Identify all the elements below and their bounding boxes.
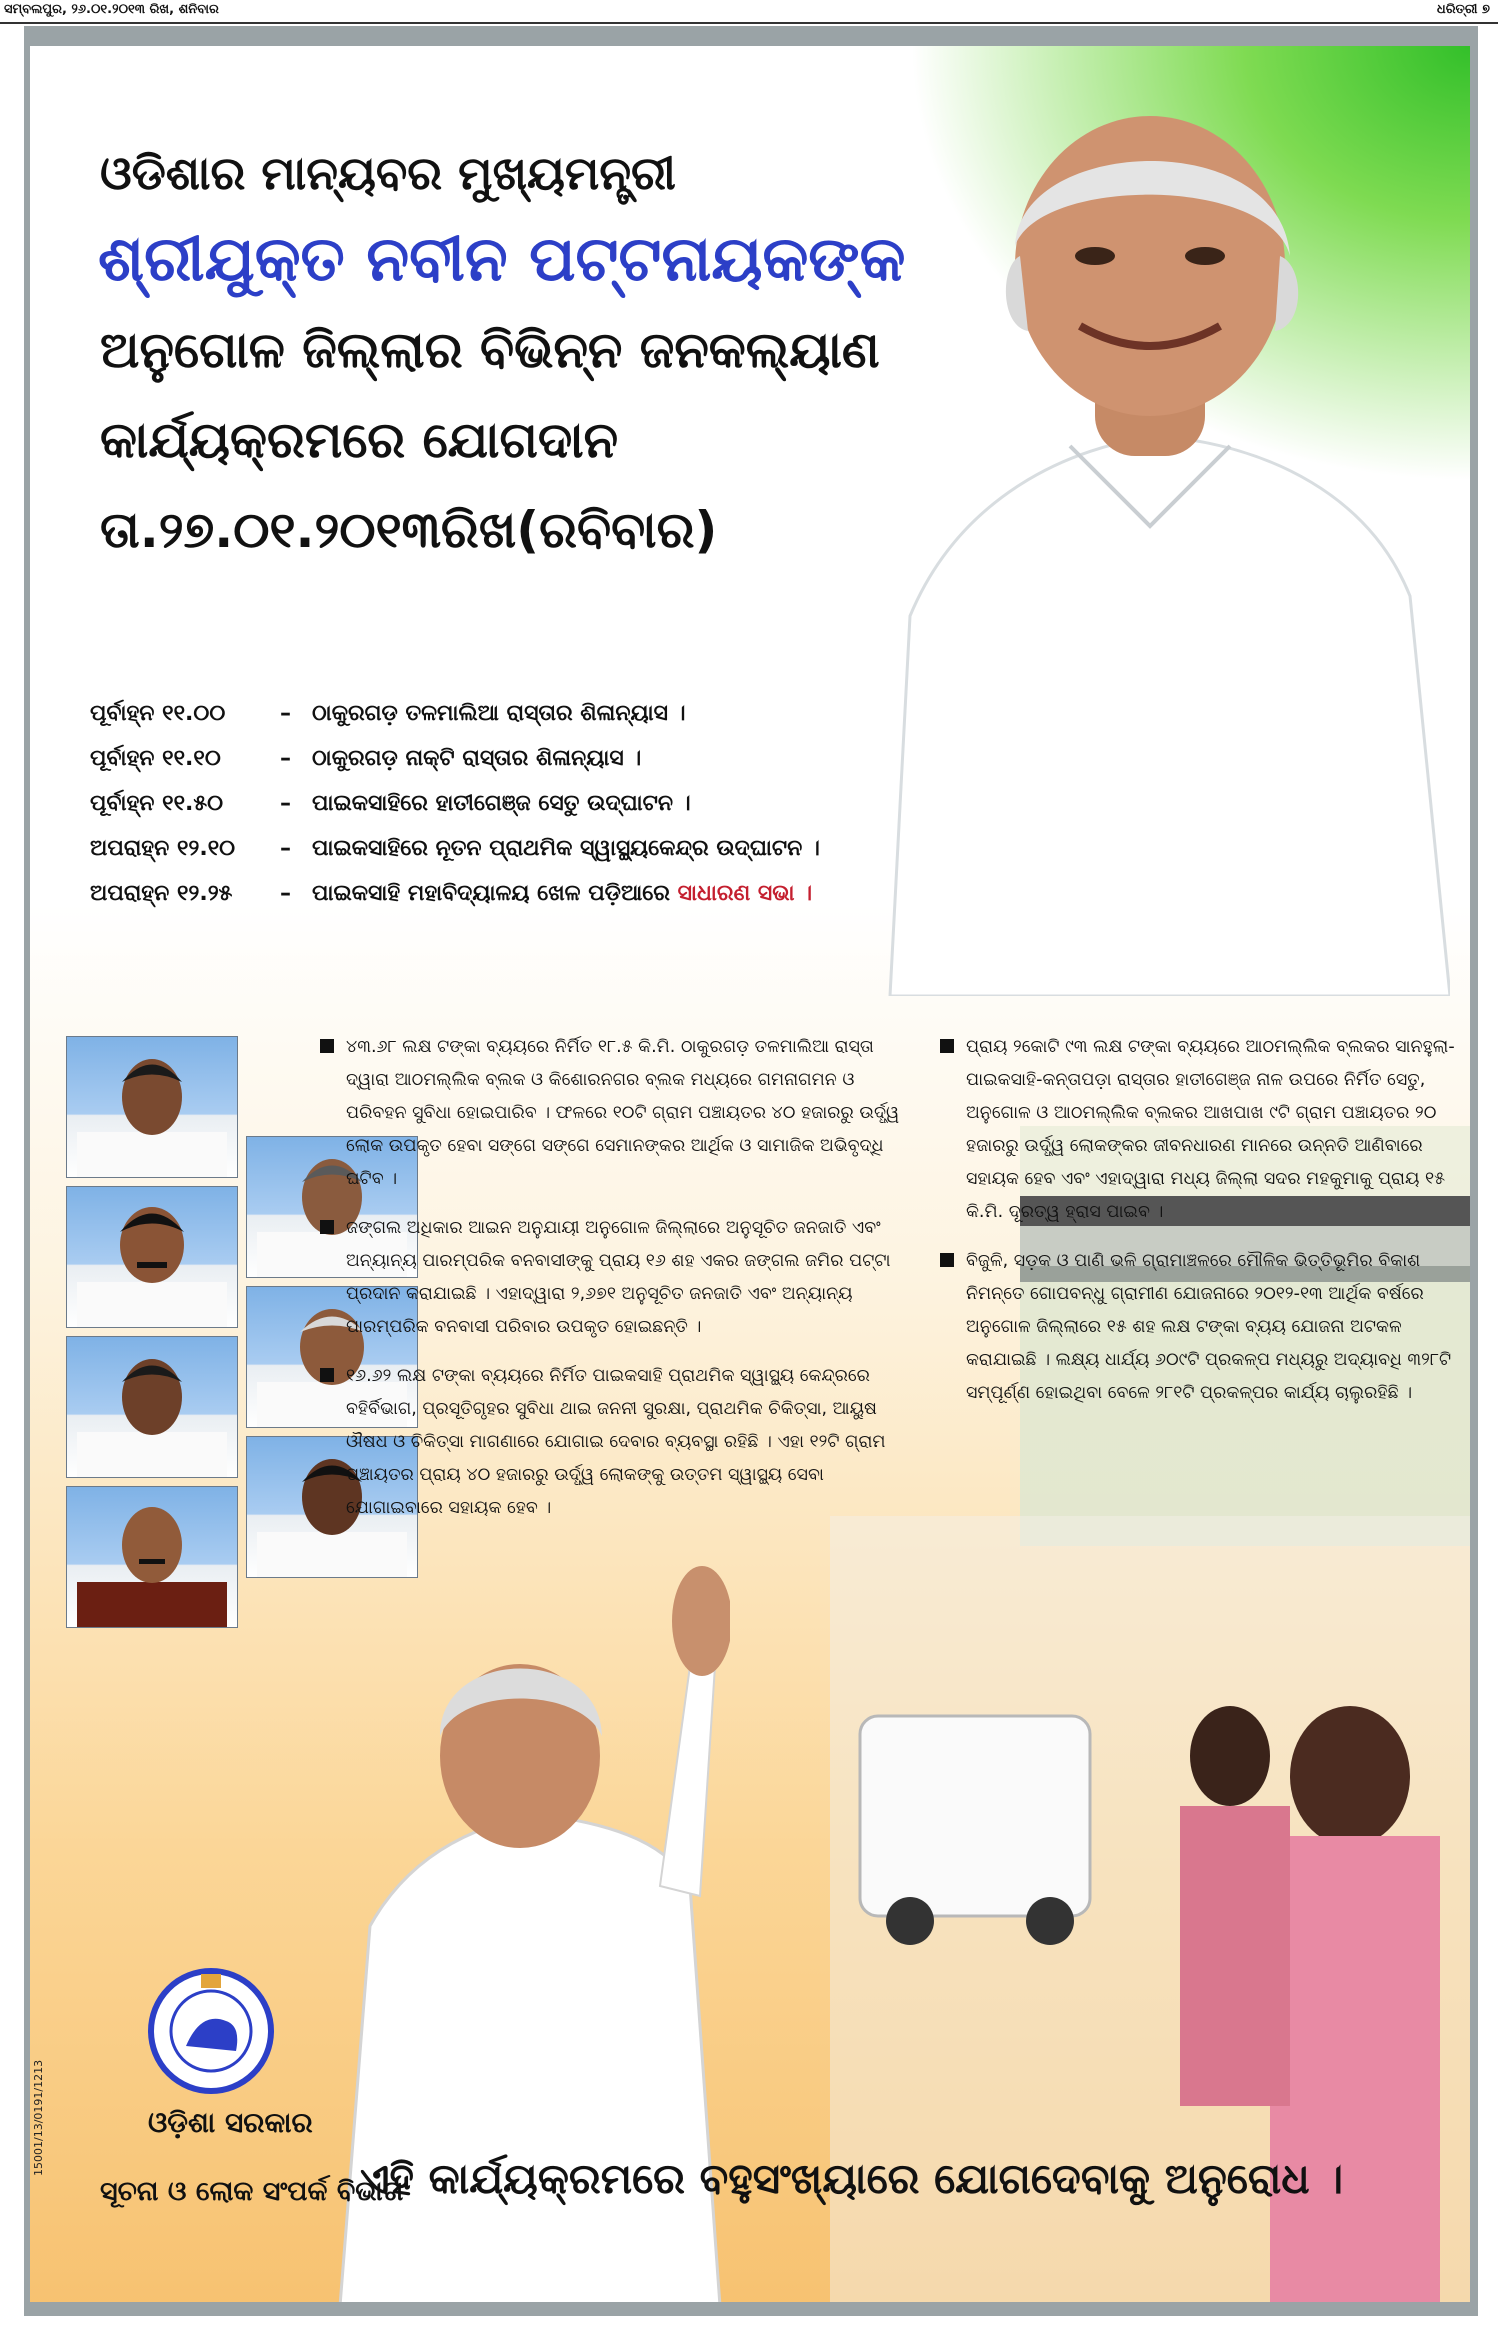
advertisement [24,26,1478,2316]
info-column-left [320,1031,900,1541]
government-label: ଓଡ଼ିଶା ସରକାର [148,2106,313,2139]
schedule-time: ଅପରାହ୍ନ ୧୨.୧୦ [90,836,236,861]
newspaper-header [0,0,1498,24]
schedule-event: ଠାକୁରଗଡ଼ ତଳମାଲିଆ ରାସ୍ତାର ଶିଳାନ୍ୟାସ । [312,701,686,726]
info-column-right [940,1031,1460,1426]
schedule-list [90,701,930,926]
title-line-1: ଓଡିଶାର ମାନ୍ୟବର ମୁଖ୍ୟମନ୍ତ୍ରୀ [100,146,676,200]
schedule-dash: – [280,881,291,906]
chief-minister-portrait [850,116,1450,996]
info-paragraph: ବିଜୁଳି, ସଡ଼କ ଓ ପାଣି ଭଳି ଗ୍ରାମାଞ୍ଚଳରେ ମୌଳିକ ଭିତ୍ତିଭୂମିର ବିକାଶ ନିମନ୍ତେ ଗୋପବନ୍ଧୁ ଗ୍ରାମୀଣ ଯୋଜନାରେ ୨୦୧୨-୧୩ ଆର୍ଥିକ ବର୍ଷରେ ଅନୁଗୋଳ ଜିଲ୍ଲାରେ ୧୫ ଶହ ଲକ୍ଷ ଟଙ୍କା ବ୍ୟୟ ଯୋଜନା ଅଟକଳ କରାଯାଇଛି । ଲକ୍ଷ୍ୟ ଧାର୍ଯ୍ୟ ୬୦୯ଟି ପ୍ରକଳ୍ପ ମଧ୍ୟରୁ ଅଦ୍ୟାବଧି ୩୨୮ଟି ସମ୍ପୂର୍ଣ୍ଣ ହୋଇଥିବା ବେଳେ ୨୮୧ଟି ପ୍ରକଳ୍ପର କାର୍ଯ୍ୟ ଚାଲୁରହିଛି । [940,1245,1460,1410]
schedule-row [90,836,930,881]
schedule-event: ପାଇକସାହିରେ ନୂତନ ପ୍ରାଥମିକ ସ୍ୱାସ୍ଥ୍ୟକେନ୍ଦ୍ର ଉଦ୍‌ଘାଟନ । [312,836,820,861]
schedule-event: ପାଇକସାହି ମହାବିଦ୍ୟାଳୟ ଖେଳ ପଡ଼ିଆରେ ସାଧାରଣ ସଭା । [312,881,813,906]
bullet-square [940,1039,954,1053]
bullet-square [320,1220,334,1234]
schedule-row [90,881,930,926]
ad-code: 15001/13/0191/1213 [32,2059,45,2176]
participation-appeal: ଏହି କାର୍ଯ୍ୟକ୍ରମରେ ବହୁସଂଖ୍ୟାରେ ଯୋଗଦେବାକୁ ଅନୁରୋଧ । [360,2154,1344,2203]
leader-photo [66,1486,238,1628]
schedule-time: ଅପରାହ୍ନ ୧୨.୨୫ [90,881,233,906]
title-line-4: କାର୍ଯ୍ୟକ୍ରମରେ ଯୋଗଦାନ [100,411,619,469]
chief-minister-name: ଶ୍ରୀଯୁକ୍ତ ନବୀନ ପଟ୍ଟନାୟକଙ୍କ [98,222,906,295]
info-paragraph: ୧୬.୬୨ ଲକ୍ଷ ଟଙ୍କା ବ୍ୟୟରେ ନିର୍ମିତ ପାଇକସାହି ପ୍ରାଥମିକ ସ୍ୱାସ୍ଥ୍ୟ କେନ୍ଦ୍ରରେ ବହିର୍ବିଭାଗ, ପ୍ରସୂତିଗୃହର ସୁବିଧା ଥାଇ ଜନନୀ ସୁରକ୍ଷା, ପ୍ରାଥମିକ ଚିକିତ୍ସା, ଆୟୁଷ ଔଷଧ ଓ ଚିକିତ୍ସା ମାଗଣାରେ ଯୋଗାଇ ଦେବାର ବ୍ୟବସ୍ଥା ରହିଛି । ଏହା ୧୨ଟି ଗ୍ରାମ ପଞ୍ଚାୟତର ପ୍ରାୟ ୪୦ ହଜାରରୁ ଉର୍ଦ୍ଧ୍ୱ ଲୋକଙ୍କୁ ଉତ୍ତମ ସ୍ୱାସ୍ଥ୍ୟ ସେବା ଯୋଗାଇବାରେ ସହାୟକ ହେବ । [320,1360,900,1525]
bullet-square [940,1253,954,1267]
leader-photo [66,1336,238,1478]
schedule-dash: – [280,836,291,861]
odisha-govt-emblem [146,1966,276,2096]
event-date: ତା.୨୭.୦୧.୨୦୧୩ରିଖ(ରବିବାର) [100,501,718,559]
schedule-dash: – [280,746,291,771]
schedule-event: ପାଇକସାହିରେ ହାତୀଗେଞ୍ଜ ସେତୁ ଉଦ୍‌ଘାଟନ । [312,791,691,816]
schedule-time: ପୂର୍ବାହ୍ନ ୧୧.୫୦ [90,791,224,816]
public-meeting-highlight: ସାଧାରଣ ସଭା । [677,881,813,906]
advertisement-panel [30,46,1470,2302]
schedule-dash: – [280,791,291,816]
schedule-event: ଠାକୁରଗଡ଼ ନାକ୍ଟି ରାସ୍ତାର ଶିଳାନ୍ୟାସ । [312,746,642,771]
header-page: ଧରିତ୍ରୀ ୭ [1436,2,1490,17]
schedule-row [90,791,930,836]
schedule-time: ପୂର୍ବାହ୍ନ ୧୧.୧୦ [90,746,221,771]
schedule-dash: – [280,701,291,726]
leader-photo [66,1036,238,1178]
department-label: ସୂଚନା ଓ ଲୋକ ସଂପର୍କ ବିଭାଗ [100,2176,404,2207]
schedule-row [90,746,930,791]
leader-photo [66,1186,238,1328]
info-paragraph: ଜଙ୍ଗଲ ଅଧିକାର ଆଇନ ଅନୁଯାୟୀ ଅନୁଗୋଳ ଜିଲ୍ଲାରେ ଅନୁସୂଚିତ ଜନଜାତି ଏବଂ ଅନ୍ୟାନ୍ୟ ପାରମ୍ପରିକ ବନବାସୀଙ୍କୁ ପ୍ରାୟ ୧୬ ଶହ ଏକର ଜଙ୍ଗଲ ଜମିର ପଟ୍ଟା ପ୍ରଦାନ କରାଯାଇଛି । ଏହାଦ୍ୱାରା ୨,୬୭୧ ଅନୁସୂଚିତ ଜନଜାତି ଏବଂ ଅନ୍ୟାନ୍ୟ ପାରମ୍ପରିକ ବନବାସୀ ପରିବାର ଉପକୃତ ହୋଇଛନ୍ତି । [320,1212,900,1344]
schedule-time: ପୂର୍ବାହ୍ନ ୧୧.୦୦ [90,701,226,726]
bullet-square [320,1368,334,1382]
title-line-3: ଅନୁଗୋଳ ଜିଲ୍ଲାର ବିଭିନ୍ନ ଜନକଲ୍ୟାଣ [100,321,880,379]
schedule-row [90,701,930,746]
info-paragraph: ପ୍ରାୟ ୨କୋଟି ୯୩ ଲକ୍ଷ ଟଙ୍କା ବ୍ୟୟରେ ଆଠମଲ୍ଲିକ ବ୍ଲକର ସାନହୁଲା-ପାଇକସାହି-କନ୍ତାପଡ଼ା ରାସ୍ତାର ହାତୀଗେଞ୍ଜ ନାଳ ଉପରେ ନିର୍ମିତ ସେତୁ, ଅନୁଗୋଳ ଓ ଆଠମଲ୍ଲିକ ବ୍ଲକର ଆଖପାଖ ୯ଟି ଗ୍ରାମ ପଞ୍ଚାୟତର ୨୦ ହଜାରରୁ ଉର୍ଦ୍ଧ୍ୱ ଲୋକଙ୍କର ଜୀବନଧାରଣ ମାନରେ ଉନ୍ନତି ଆଣିବାରେ ସହାୟକ ହେବ ଏବଂ ଏହାଦ୍ୱାରା ମଧ୍ୟ ଜିଲ୍ଲା ସଦର ମହକୁମାକୁ ପ୍ରାୟ ୧୫ କି.ମି. ଦୂରତ୍ୱ ହ୍ରାସ ପାଇବ । [940,1031,1460,1229]
bullet-square [320,1039,334,1053]
header-dateline: ସମ୍ବଲପୁର, ୨୬.୦୧.୨୦୧୩ ରିଖ, ଶନିବାର [4,2,219,17]
info-paragraph: ୪୩.୬୮ ଲକ୍ଷ ଟଙ୍କା ବ୍ୟୟରେ ନିର୍ମିତ ୧୮.୫ କି.ମି. ଠାକୁରଗଡ଼ ତଳମାଲିଆ ରାସ୍ତା ଦ୍ୱାରା ଆଠମଲ୍ଲିକ ବ୍ଲକ ଓ କିଶୋରନଗର ବ୍ଲକ ମଧ୍ୟରେ ଗମନାଗମନ ଓ ପରିବହନ ସୁବିଧା ହୋଇପାରିବ । ଫଳରେ ୧୦ଟି ଗ୍ରାମ ପଞ୍ଚାୟତର ୪୦ ହଜାରରୁ ଉର୍ଦ୍ଧ୍ୱ ଲୋକ ଉପକୃତ ହେବା ସଙ୍ଗେ ସଙ୍ଗେ ସେମାନଙ୍କର ଆର୍ଥିକ ଓ ସାମାଜିକ ଅଭିବୃଦ୍ଧି ଘଟିବ । [320,1031,900,1196]
